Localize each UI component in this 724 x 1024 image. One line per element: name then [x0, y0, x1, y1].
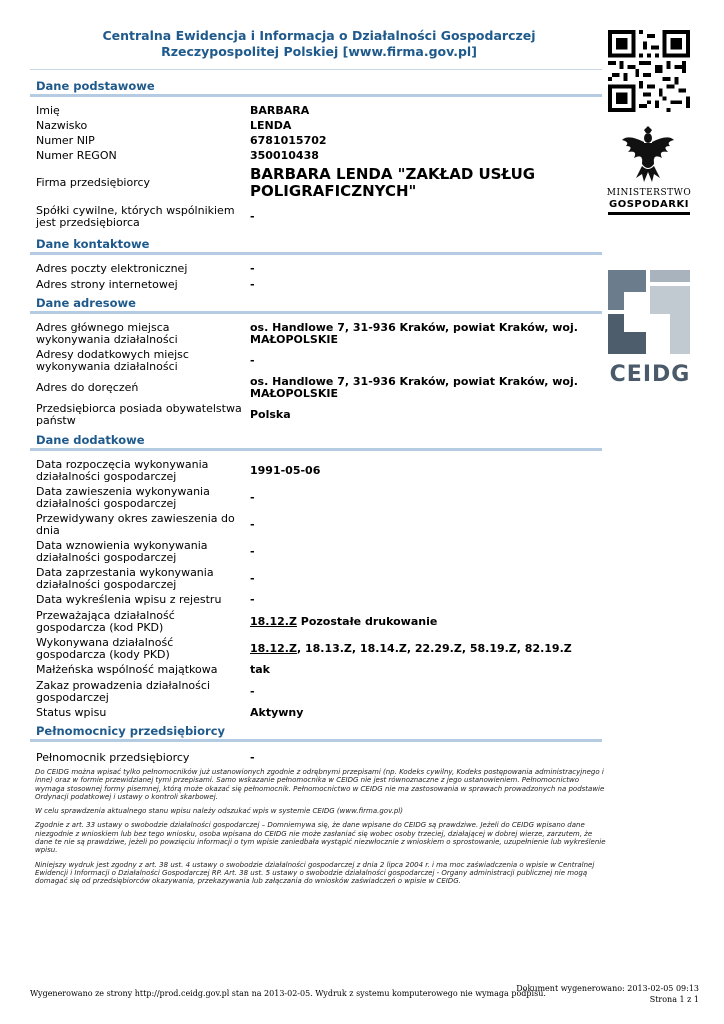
note-paragraph: Zgodnie z art. 33 ustawy o swobodzie działalności gospodarczej – Domniemywa się, że dane wpisane do CEIDG są prawdziwe. Jeżeli do CEIDG wpisano dane niezgodnie z wnioskiem lub bez tego wniosku, osoba wpisana do CEIDG nie może zasłaniać się wobec osoby trzeciej, działającej w dobrej wierze, zarzutem, że dane te nie są prawdziwe, jeżeli po powzięciu informacji o tym wpisie zaniedbała wystąpić niezwłocznie z wnioskiem o sprostowanie, uzupełnienie lub wykreślenie wpisu.	[35, 821, 606, 855]
section-rule	[30, 311, 602, 314]
header-divider	[30, 69, 602, 70]
header-line-2: Rzeczypospolitej Polskiej [www.firma.gov.pl]	[161, 44, 477, 59]
row-company-name	[30, 163, 602, 203]
value: -	[250, 490, 255, 504]
row-start-date	[30, 457, 602, 484]
label: Adresy dodatkowych miejsc wykonywania działalności	[36, 347, 189, 373]
row-suspension-date	[30, 484, 602, 511]
label: Przedsiębiorca posiada obywatelstwa państw	[36, 401, 242, 427]
label: Adres poczty elektronicznej	[36, 262, 188, 275]
document-header	[0, 28, 638, 60]
page-number: Strona 1 z 1	[649, 995, 699, 1004]
value: tak	[250, 663, 270, 676]
value	[245, 616, 602, 628]
note-paragraph: W celu sprawdzenia aktualnego stanu wpisu należy odszukać wpis w systemie CEIDG (www.firma.gov.pl)	[35, 807, 403, 816]
ministry-underline	[608, 212, 690, 215]
row-proxy	[30, 748, 602, 768]
row-pkd-codes	[30, 635, 602, 662]
label: Zakaz prowadzenia działalności gospodarczej	[36, 678, 210, 704]
row-main-pkd	[30, 608, 602, 635]
pkd-code-link[interactable]: 18.12.Z	[250, 641, 297, 655]
label: Data wykreślenia wpisu z rejestru	[36, 593, 222, 606]
value: 350010438	[250, 148, 319, 162]
value: 6781015702	[250, 133, 327, 147]
label: Numer REGON	[36, 148, 117, 162]
section-title: Dane kontaktowe	[36, 237, 150, 251]
row-entry-status	[30, 705, 602, 721]
section-additional-data	[30, 432, 602, 721]
label: Status wpisu	[36, 706, 107, 719]
value: -	[250, 353, 255, 367]
label: Firma przedsiębiorcy	[36, 176, 151, 189]
label: Nazwisko	[36, 118, 88, 132]
row-business-ban	[30, 678, 602, 705]
value: 1991-05-06	[250, 463, 321, 477]
ministry-logo-text	[604, 188, 694, 215]
label: Pełnomocnik przedsiębiorcy	[36, 751, 190, 764]
row-suspension-period	[30, 511, 602, 538]
section-title: Dane podstawowe	[36, 79, 155, 93]
row-citizenship	[30, 401, 602, 428]
section-contact-data	[30, 236, 602, 293]
section-rule	[30, 739, 602, 742]
section-basic-data	[30, 78, 602, 231]
label: Data zaprzestania wykonywania działalności gospodarczej	[36, 565, 214, 591]
label: Wykonywana działalność gospodarcza (kody PKD)	[36, 635, 174, 661]
footer-disclaimer: Wygenerowano ze strony http://prod.ceidg.gov.pl stan na 2013-02-05. Wydruk z systemu komputerowego nie wymaga podpisu.	[30, 989, 546, 998]
note-paragraph: Niniejszy wydruk jest zgodny z art. 38 ust. 4 ustawy o swobodzie działalności gospodarczej z dnia 2 lipca 2004 r. i ma moc zaświadczenia o wpisie w Centralnej Ewidencji i Informacji o Działalności Gospodarczej RP. Art. 38 ust. 5 ustawy o swobodzie działalności gospodarczej - Organy administracji publicznej nie mogą domagać się od przedsiębiorców okazywania, przekazywania lub załączania do wniosków zaświadczeń o wpisie w CEIDG.	[35, 860, 595, 886]
value: -	[250, 262, 255, 275]
label: Imię	[36, 103, 60, 117]
label: Adres do doręczeń	[36, 380, 139, 394]
row-website	[30, 277, 602, 293]
value: BARBARA	[250, 103, 310, 117]
section-title: Dane dodatkowe	[36, 433, 145, 447]
row-last-name	[30, 118, 602, 133]
pkd-codes-rest: , 18.13.Z, 18.14.Z, 22.29.Z, 58.19.Z, 82.19.Z	[296, 641, 572, 655]
value	[245, 643, 602, 655]
label: Spółki cywilne, których wspólnikiem jest przedsiębiorca	[36, 204, 235, 229]
ministry-line-1: MINISTERSTWO	[606, 188, 692, 198]
legal-notes	[35, 768, 607, 892]
value: BARBARA LENDA "ZAKŁAD USŁUG POLIGRAFICZNYCH"	[250, 165, 536, 200]
label: Data wznowienia wykonywania działalności gospodarczej	[36, 538, 208, 564]
header-line-1: Centralna Ewidencja i Informacja o Działalności Gospodarczej	[102, 28, 536, 43]
value: -	[250, 517, 255, 531]
value: os. Handlowe 7, 31-936 Kraków, powiat Kraków, woj. MAŁOPOLSKIE	[250, 320, 578, 346]
pkd-code-link[interactable]: 18.12.Z	[250, 614, 297, 628]
section-proxies	[30, 723, 602, 768]
section-rule	[30, 448, 602, 451]
generated-timestamp: Dokument wygenerowano: 2013-02-05 09:13	[516, 984, 699, 993]
value: LENDA	[250, 118, 292, 132]
value: -	[250, 751, 255, 764]
ministry-line-2: GOSPODARKI	[609, 199, 689, 210]
row-deletion-date	[30, 592, 602, 608]
note-paragraph: Do CEIDG można wpisać tylko pełnomocników już ustanowionych zgodnie z odrębnymi przepisami (np. Kodeks cywilny, Kodeks postępowania administracyjnego i inne) oraz w formie przewidzianej tymi przepisami. Samo wskazanie pełnomocnika w CEIDG nie jest równoznaczne z jego ustanowieniem. Pełnomocnictwo wymaga stosownej formy pisemnej, którą może okazać się pełnomocnik. Pełnomocnictwo w CEIDG nie ma zastosowania w sprawach prowadzonych na podstawie Ordynacji podatkowej i ustawy o kontroli skarbowej.	[35, 768, 605, 801]
polish-eagle-icon	[620, 126, 676, 186]
row-main-address	[30, 320, 602, 347]
label: Data rozpoczęcia wykonywania działalności gospodarczej	[36, 457, 209, 483]
section-title: Pełnomocnicy przedsiębiorcy	[36, 724, 226, 738]
label: Małżeńska wspólność majątkowa	[36, 663, 218, 676]
label: Data zawieszenia wykonywania działalności gospodarczej	[36, 484, 210, 510]
value: -	[250, 544, 255, 558]
row-first-name	[30, 103, 602, 118]
label: Adres strony internetowej	[36, 278, 178, 291]
section-rule	[30, 252, 602, 255]
section-title: Dane adresowe	[36, 296, 136, 310]
label: Adres głównego miejsca wykonywania działalności	[36, 320, 178, 346]
value: -	[250, 593, 255, 606]
value: Polska	[250, 407, 291, 421]
value: -	[250, 210, 255, 223]
value: -	[250, 684, 255, 698]
row-email	[30, 261, 602, 277]
value: Aktywny	[250, 706, 304, 719]
row-cessation-date	[30, 565, 602, 592]
label: Numer NIP	[36, 133, 95, 147]
row-regon	[30, 148, 602, 163]
ceidg-logo-text: CEIDG	[609, 362, 691, 387]
pkd-description: Pozostałe drukowanie	[296, 614, 438, 628]
qr-code-icon	[608, 30, 690, 112]
label: Przeważająca działalność gospodarcza (kod PKD)	[36, 608, 175, 634]
row-marital-property	[30, 662, 602, 678]
row-resumption-date	[30, 538, 602, 565]
row-delivery-address	[30, 374, 602, 401]
value: -	[250, 571, 255, 585]
section-address-data	[30, 295, 602, 428]
value: -	[250, 278, 255, 291]
row-additional-addresses	[30, 347, 602, 374]
footer-meta	[516, 983, 699, 1005]
section-rule	[30, 94, 602, 97]
value: os. Handlowe 7, 31-936 Kraków, powiat Kraków, woj. MAŁOPOLSKIE	[250, 374, 578, 400]
label: Przewidywany okres zawieszenia do dnia	[36, 511, 235, 537]
row-civil-partnerships	[30, 203, 602, 231]
row-nip	[30, 133, 602, 148]
